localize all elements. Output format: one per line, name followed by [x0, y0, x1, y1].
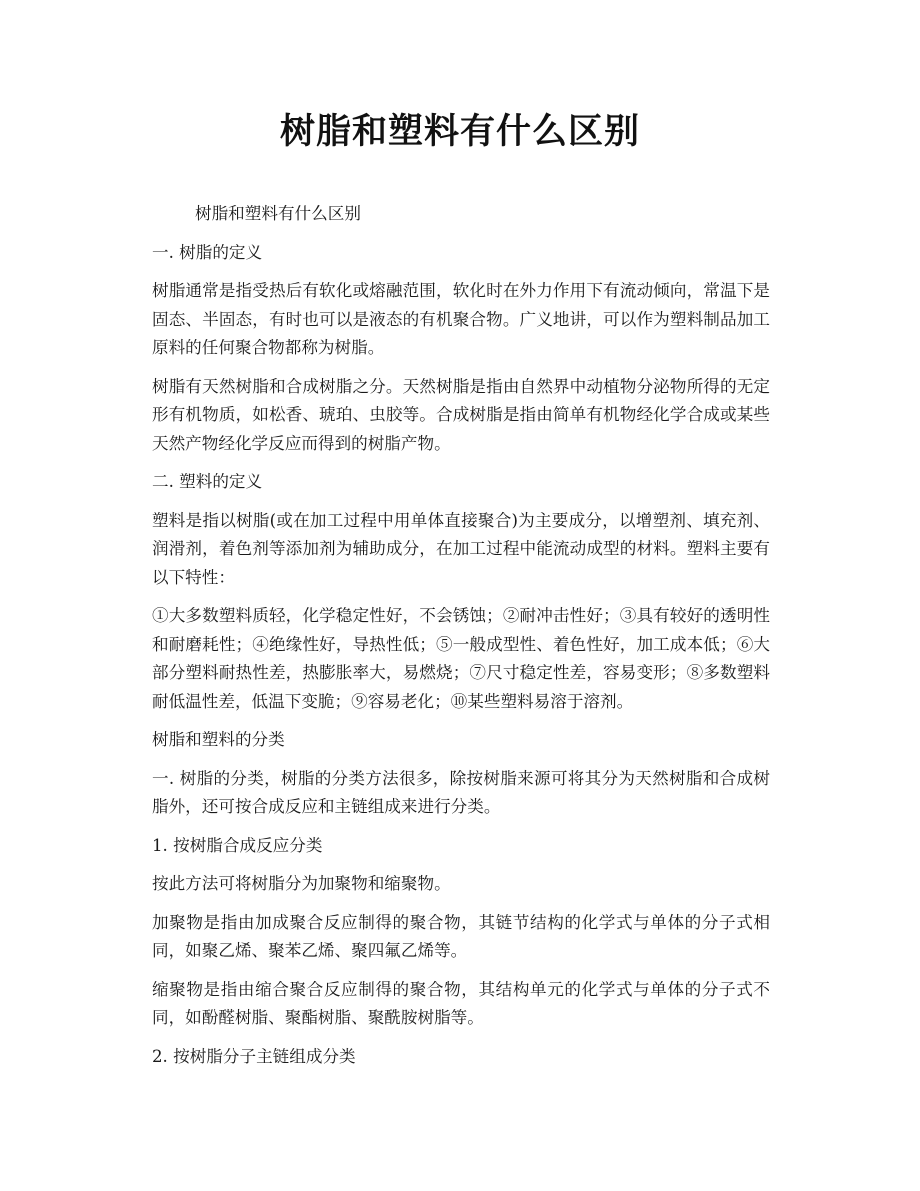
- document-title: 树脂和塑料有什么区别: [279, 111, 640, 152]
- paragraph: 塑料是指以树脂(或在加工过程中用单体直接聚合)为主要成分，以增塑剂、填充剂、润滑剂，着色剂等添加剂为辅助成分，在加工过程中能流动成型的材料。塑料主要有以下特性：: [152, 510, 770, 587]
- document-body: [152, 200, 770, 1081]
- section-heading: 二. 塑料的定义: [152, 472, 263, 491]
- paragraph: 加聚物是指由加成聚合反应制得的聚合物，其链节结构的化学式与单体的分子式相同，如聚乙烯、聚苯乙烯、聚四氟乙烯等。: [152, 912, 770, 960]
- paragraph: 一. 树脂的分类，树脂的分类方法很多，除按树脂来源可将其分为天然树脂和合成树脂外，还可按合成反应和主链组成来进行分类。: [152, 768, 770, 816]
- section-heading: 树脂和塑料的分类: [152, 730, 285, 749]
- section-heading: 一. 树脂的定义: [152, 242, 263, 262]
- paragraph: 按此方法可将树脂分为加聚物和缩聚物。: [152, 874, 451, 893]
- paragraph: 缩聚物是指由缩合聚合反应制得的聚合物，其结构单元的化学式与单体的分子式不同，如酚醛树脂、聚酯树脂、聚酰胺树脂等。: [152, 979, 770, 1027]
- subsection-heading: 1. 按树脂合成反应分类: [152, 835, 323, 855]
- paragraph: 树脂通常是指受热后有软化或熔融范围，软化时在外力作用下有流动倾向，常温下是固态、半固态，有时也可以是液态的有机聚合物。广义地讲，可以作为塑料制品加工原料的任何聚合物都称为树脂。: [152, 281, 770, 357]
- paragraph: 树脂有天然树脂和合成树脂之分。天然树脂是指由自然界中动植物分泌物所得的无定形有机物质，如松香、琥珀、虫胶等。合成树脂是指由简单有机物经化学合成或某些天然产物经化学反应而得到的树脂产物。: [152, 376, 770, 453]
- document-subtitle: 树脂和塑料有什么区别: [195, 204, 361, 223]
- subsection-heading: 2. 按树脂分子主链组成分类: [152, 1046, 356, 1066]
- paragraph: ①大多数塑料质轻，化学稳定性好，不会锈蚀；②耐冲击性好；③具有较好的透明性和耐磨耗性；④绝缘性好，导热性低；⑤一般成型性、着色性好，加工成本低；⑥大部分塑料耐热性差，热膨胀率大，易燃烧；⑦尺寸稳定性差，容易变形；⑧多数塑料耐低温性差，低温下变脆；⑨容易老化；⑩某些塑料易溶于溶剂。: [152, 606, 770, 711]
